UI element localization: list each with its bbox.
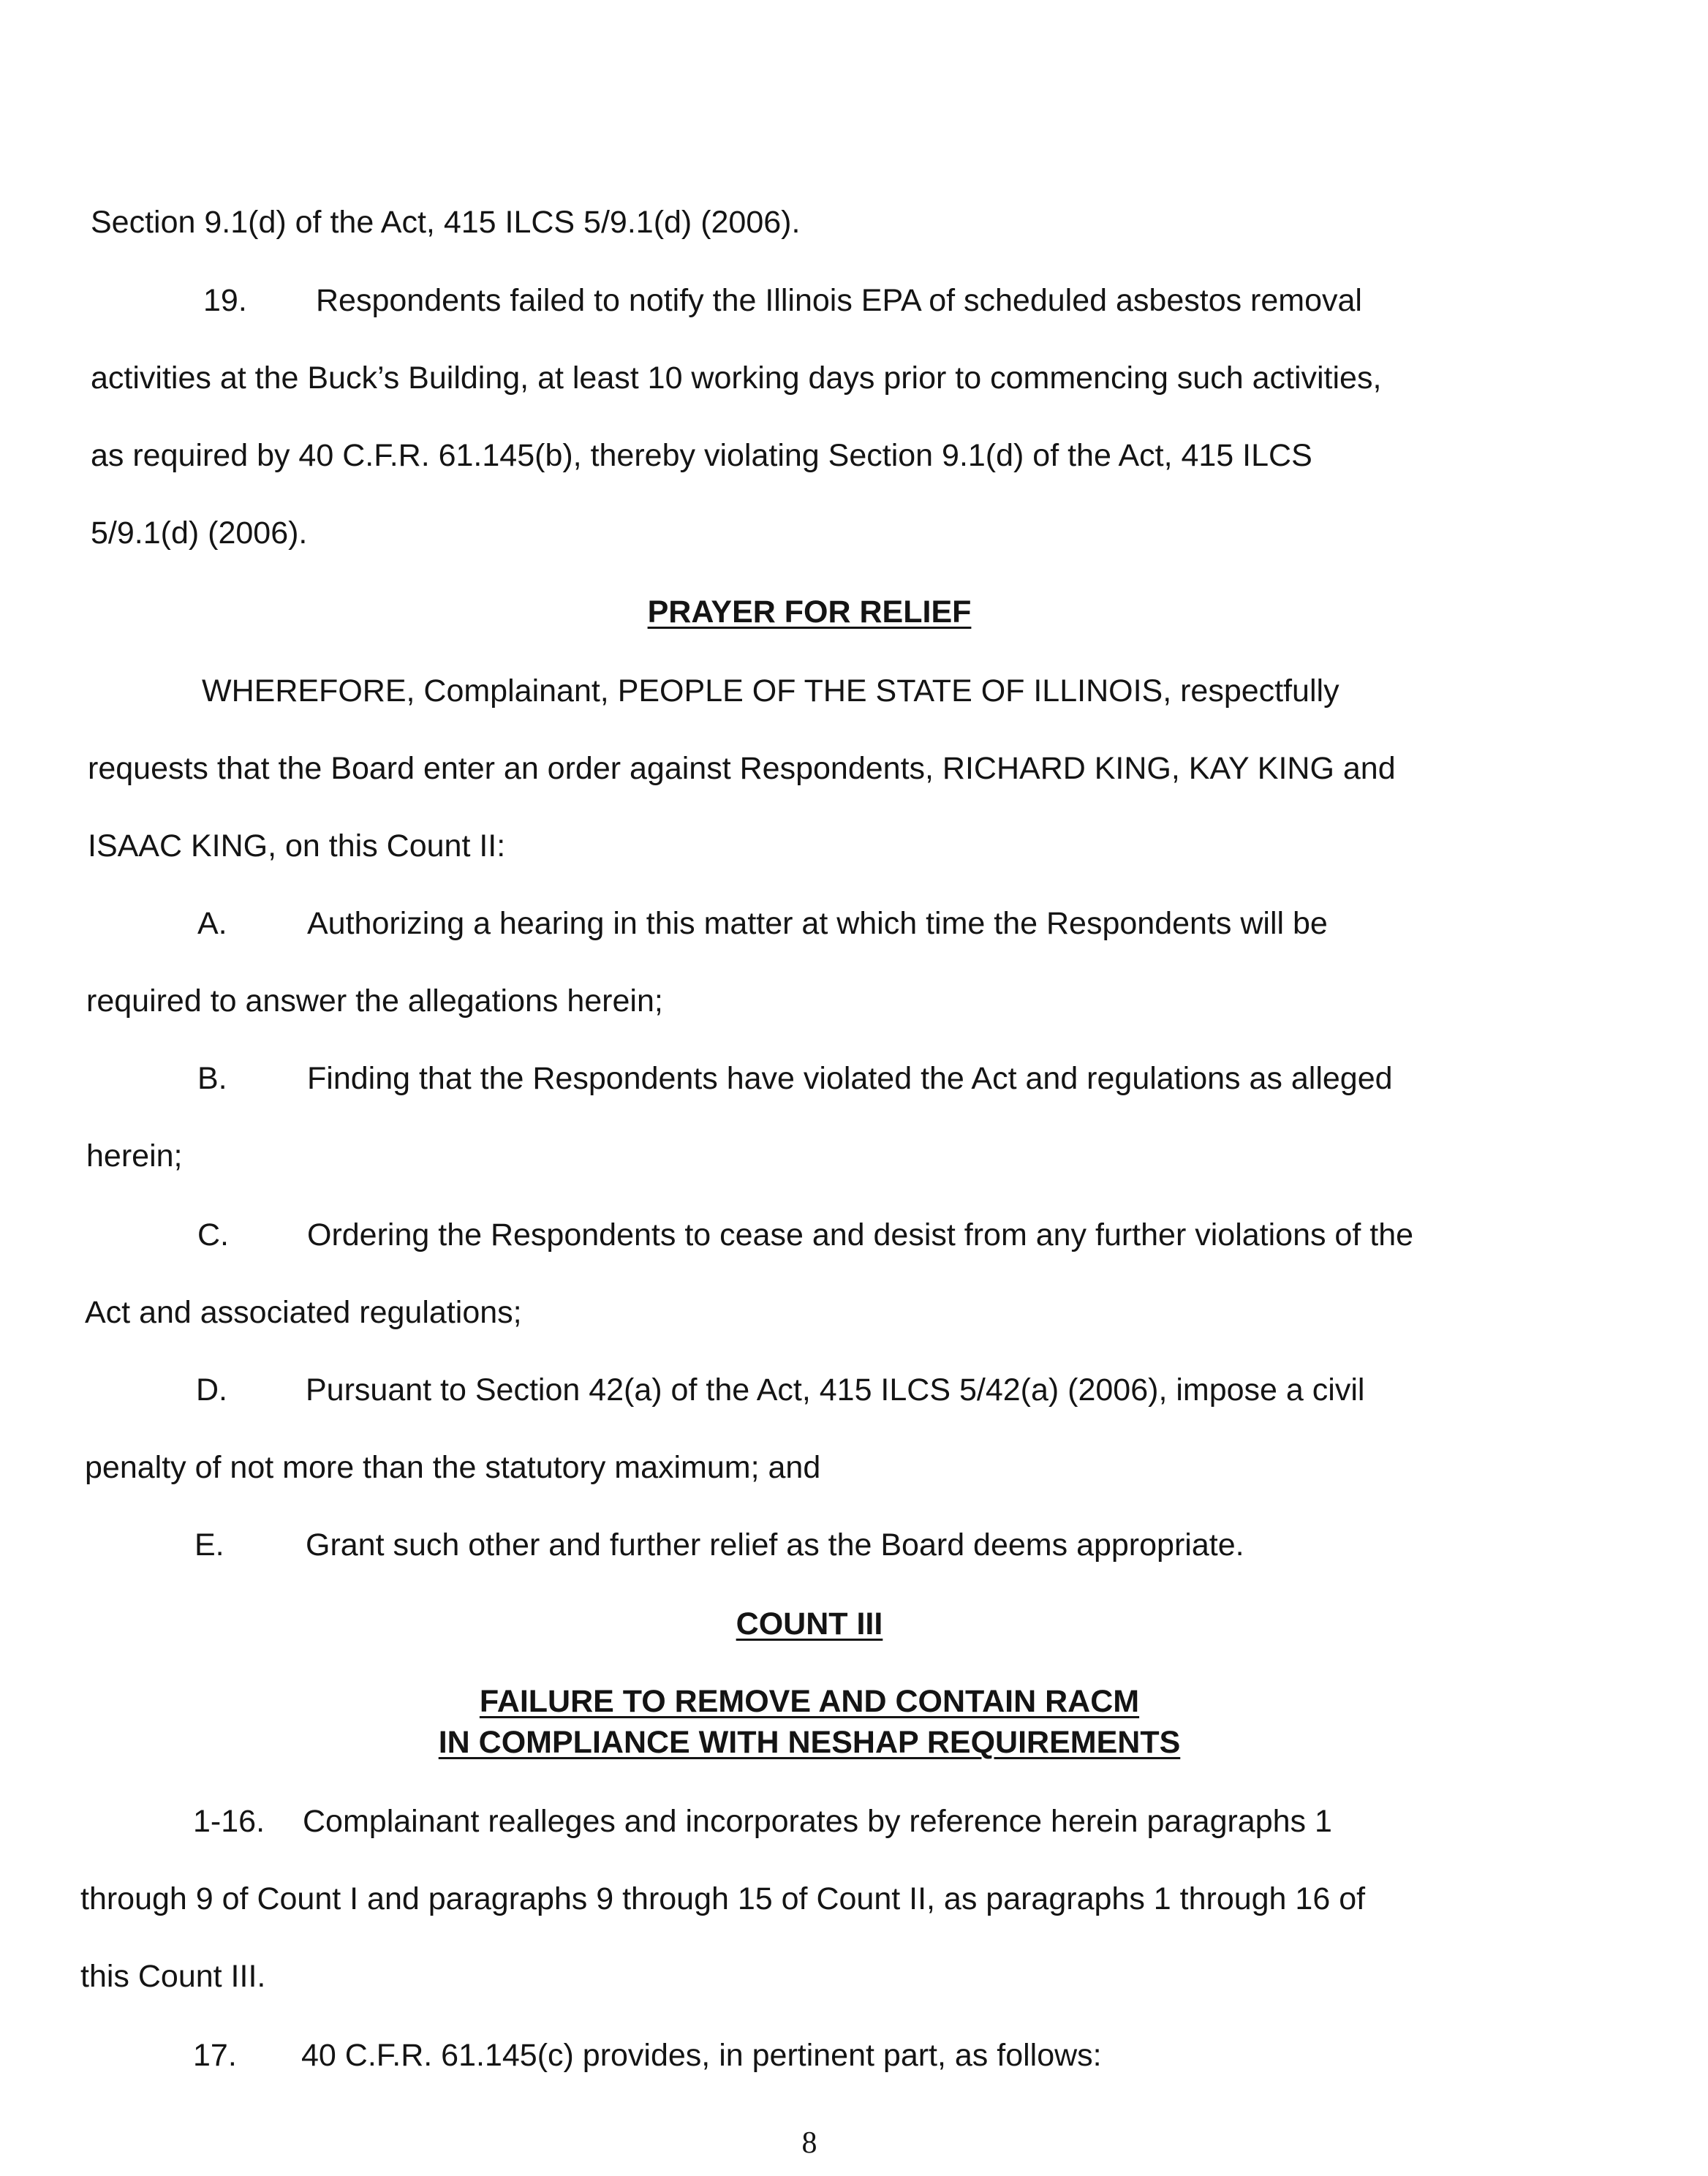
relief-label: E. [194, 1527, 224, 1563]
page-number: 8 [801, 2126, 817, 2160]
relief-line: Act and associated regulations; [85, 1295, 522, 1330]
paragraph-line: WHEREFORE, Complainant, PEOPLE OF THE STATE OF ILLINOIS, respectfully [202, 673, 1339, 709]
paragraph-number: 1-16. [193, 1804, 265, 1839]
relief-label: B. [197, 1061, 227, 1096]
count-iii-heading: COUNT III [736, 1606, 883, 1642]
paragraph-line: activities at the Buck’s Building, at least 10 working days prior to commencing such activities, [91, 360, 1382, 396]
relief-line: Grant such other and further relief as the Board deems appropriate. [306, 1527, 1244, 1563]
relief-label: D. [196, 1372, 227, 1408]
relief-line: Authorizing a hearing in this matter at which time the Respondents will be [307, 906, 1328, 941]
paragraph-line: Complainant realleges and incorporates by reference herein paragraphs 1 [303, 1804, 1332, 1839]
relief-line: required to answer the allegations herein; [86, 983, 663, 1019]
continuation-text: Section 9.1(d) of the Act, 415 ILCS 5/9.1(d) (2006). [91, 205, 801, 240]
relief-line: Finding that the Respondents have violated the Act and regulations as alleged [307, 1061, 1393, 1096]
prayer-for-relief-heading: PRAYER FOR RELIEF [647, 594, 972, 630]
paragraph-number: 17. [193, 2038, 237, 2073]
paragraph-line: this Count III. [80, 1959, 266, 1994]
paragraph-line: as required by 40 C.F.R. 61.145(b), thereby violating Section 9.1(d) of the Act, 415 ILCS [91, 438, 1312, 473]
paragraph-number: 19. [203, 283, 247, 318]
relief-label: C. [197, 1217, 229, 1253]
relief-line: penalty of not more than the statutory maximum; and [85, 1450, 821, 1485]
paragraph-line: requests that the Board enter an order against Respondents, RICHARD KING, KAY KING and [88, 751, 1396, 786]
paragraph-line: 5/9.1(d) (2006). [91, 515, 308, 551]
relief-line: Ordering the Respondents to cease and desist from any further violations of the [307, 1217, 1414, 1253]
paragraph-line: through 9 of Count I and paragraphs 9 through 15 of Count II, as paragraphs 1 through 16 of [80, 1881, 1366, 1916]
paragraph-line: Respondents failed to notify the Illinois EPA of scheduled asbestos removal [316, 283, 1362, 318]
count-title-line-1: FAILURE TO REMOVE AND CONTAIN RACM [479, 1684, 1140, 1719]
paragraph-line: ISAAC KING, on this Count II: [88, 828, 506, 864]
relief-line: Pursuant to Section 42(a) of the Act, 415 ILCS 5/42(a) (2006), impose a civil [306, 1372, 1365, 1408]
relief-label: A. [197, 906, 227, 941]
relief-line: herein; [86, 1138, 183, 1174]
paragraph-line: 40 C.F.R. 61.145(c) provides, in pertinent part, as follows: [301, 2038, 1102, 2073]
count-title-line-2: IN COMPLIANCE WITH NESHAP REQUIREMENTS [438, 1725, 1181, 1760]
